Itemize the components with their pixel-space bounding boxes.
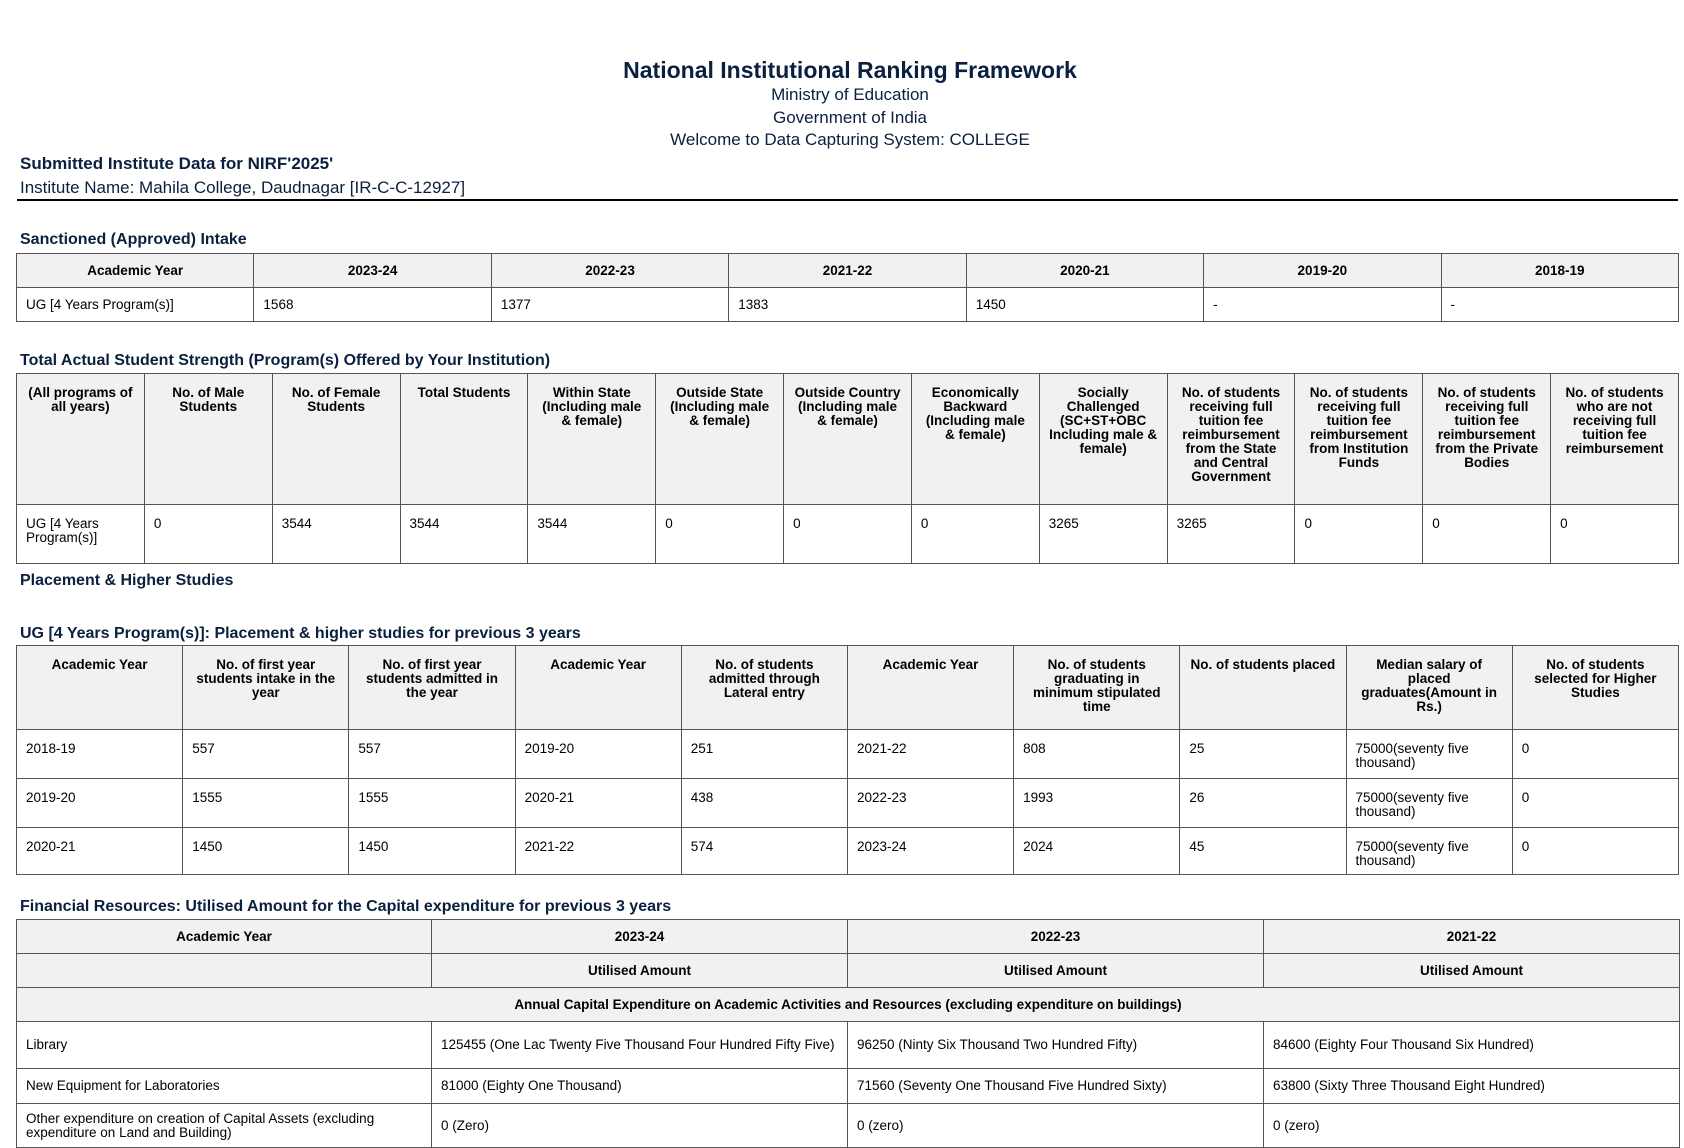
table-row xyxy=(17,1022,1680,1069)
financial-cell: 96250 (Ninty Six Thousand Two Hundred Fifty) xyxy=(848,1022,1264,1069)
placement-cell: 75000(seventy five thousand) xyxy=(1346,730,1512,779)
system-line: Welcome to Data Capturing System: COLLEGE xyxy=(670,130,1030,149)
financial-cell: 81000 (Eighty One Thousand) xyxy=(432,1069,848,1104)
strength-header-cell: No. of students receiving full tuition fee reimbursement from the State and Central Government xyxy=(1167,374,1295,505)
placement-cell: 26 xyxy=(1180,779,1346,828)
placement-cell: 0 xyxy=(1512,828,1678,875)
strength-cell: 0 xyxy=(1423,505,1551,564)
financial-span-cell: Annual Capital Expenditure on Academic Activities and Resources (excluding expenditure on buildings) xyxy=(17,988,1680,1022)
intake-cell: - xyxy=(1204,288,1441,322)
submitted-heading: Submitted Institute Data for NIRF'2025' xyxy=(20,154,334,173)
intake-cell: UG [4 Years Program(s)] xyxy=(17,288,254,322)
strength-cell: 3544 xyxy=(528,505,656,564)
government-line: Government of India xyxy=(772,108,928,127)
financial-title: Financial Resources: Utilised Amount for the Capital expenditure for previous 3 years xyxy=(20,898,672,915)
strength-header-cell: No. of students receiving full tuition fee reimbursement from the Private Bodies xyxy=(1423,374,1551,505)
placement-header-cell: Academic Year xyxy=(17,646,183,730)
placement-header-cell: No. of first year students admitted in the year xyxy=(349,646,515,730)
intake-title: Sanctioned (Approved) Intake xyxy=(20,231,247,248)
placement-cell: 45 xyxy=(1180,828,1346,875)
intake-header-cell: 2018-19 xyxy=(1441,254,1678,288)
strength-header-cell: Outside Country (Including male & female) xyxy=(784,374,912,505)
placement-cell: 1450 xyxy=(183,828,349,875)
strength-header-cell: Total Students xyxy=(400,374,528,505)
strength-cell: 3265 xyxy=(1167,505,1295,564)
placement-cell: 25 xyxy=(1180,730,1346,779)
financial-cell: New Equipment for Laboratories xyxy=(17,1069,432,1104)
financial-subheader-cell: Utilised Amount xyxy=(432,954,848,988)
financial-header-cell: 2021-22 xyxy=(1264,920,1680,954)
intake-cell: - xyxy=(1441,288,1678,322)
financial-subheader-row xyxy=(17,954,1680,988)
placement-section-title: Placement & Higher Studies xyxy=(20,572,234,589)
strength-header-cell: Outside State (Including male & female) xyxy=(656,374,784,505)
strength-header-cell: No. of Male Students xyxy=(144,374,272,505)
financial-cell: 0 (zero) xyxy=(1264,1104,1680,1148)
placement-header-cell: No. of students selected for Higher Studies xyxy=(1512,646,1678,730)
strength-cell: 3265 xyxy=(1039,505,1167,564)
strength-header-cell: (All programs of all years) xyxy=(17,374,145,505)
placement-cell: 75000(seventy five thousand) xyxy=(1346,779,1512,828)
placement-cell: 557 xyxy=(183,730,349,779)
placement-cell: 557 xyxy=(349,730,515,779)
placement-cell: 2022-23 xyxy=(847,779,1013,828)
placement-cell: 438 xyxy=(681,779,847,828)
placement-cell: 1450 xyxy=(349,828,515,875)
financial-cell: Library xyxy=(17,1022,432,1069)
financial-cell: 63800 (Sixty Three Thousand Eight Hundred) xyxy=(1264,1069,1680,1104)
table-row xyxy=(17,288,1679,322)
financial-subheader-cell: Utilised Amount xyxy=(848,954,1264,988)
strength-header-cell: No. of students receiving full tuition fee reimbursement from Institution Funds xyxy=(1295,374,1423,505)
financial-subheader-blank xyxy=(17,954,432,988)
strength-cell: 0 xyxy=(911,505,1039,564)
strength-cell: 0 xyxy=(1295,505,1423,564)
placement-cell: 2019-20 xyxy=(515,730,681,779)
intake-header-cell: 2021-22 xyxy=(729,254,966,288)
institute-name: Institute Name: Mahila College, Daudnagar [IR-C-C-12927] xyxy=(20,178,466,197)
placement-cell: 1993 xyxy=(1014,779,1180,828)
strength-cell: 3544 xyxy=(272,505,400,564)
financial-header-cell: 2022-23 xyxy=(848,920,1264,954)
placement-table xyxy=(16,645,1679,875)
placement-cell: 2020-21 xyxy=(17,828,183,875)
table-row xyxy=(17,828,1679,875)
financial-cell: 0 (zero) xyxy=(848,1104,1264,1148)
report-title: National Institutional Ranking Framework xyxy=(623,57,1077,83)
placement-header-cell: No. of students placed xyxy=(1180,646,1346,730)
table-row xyxy=(17,779,1679,828)
placement-cell: 2019-20 xyxy=(17,779,183,828)
placement-cell: 2021-22 xyxy=(515,828,681,875)
intake-header-cell: 2022-23 xyxy=(491,254,728,288)
intake-cell: 1383 xyxy=(729,288,966,322)
placement-cell: 2018-19 xyxy=(17,730,183,779)
placement-header-cell: Median salary of placed graduates(Amount in Rs.) xyxy=(1346,646,1512,730)
placement-cell: 2023-24 xyxy=(847,828,1013,875)
placement-cell: 2021-22 xyxy=(847,730,1013,779)
placement-header-cell: No. of students admitted through Lateral entry xyxy=(681,646,847,730)
financial-cell: 125455 (One Lac Twenty Five Thousand Four Hundred Fifty Five) xyxy=(432,1022,848,1069)
placement-header-cell: No. of first year students intake in the year xyxy=(183,646,349,730)
intake-header-cell: 2020-21 xyxy=(966,254,1203,288)
strength-header-cell: Socially Challenged (SC+ST+OBC Including male & female) xyxy=(1039,374,1167,505)
strength-header-cell: Within State (Including male & female) xyxy=(528,374,656,505)
strength-cell: 0 xyxy=(144,505,272,564)
financial-table xyxy=(16,919,1680,1148)
strength-cell: 3544 xyxy=(400,505,528,564)
placement-cell: 1555 xyxy=(349,779,515,828)
financial-cell: Other expenditure on creation of Capital Assets (excluding expenditure on Land and Building) xyxy=(17,1104,432,1148)
placement-cell: 75000(seventy five thousand) xyxy=(1346,828,1512,875)
intake-cell: 1568 xyxy=(254,288,491,322)
financial-header-cell: 2023-24 xyxy=(432,920,848,954)
header-divider xyxy=(17,199,1678,201)
strength-cell: 0 xyxy=(784,505,912,564)
financial-cell: 84600 (Eighty Four Thousand Six Hundred) xyxy=(1264,1022,1680,1069)
placement-cell: 2024 xyxy=(1014,828,1180,875)
financial-cell: 71560 (Seventy One Thousand Five Hundred Sixty) xyxy=(848,1069,1264,1104)
financial-span-row xyxy=(17,988,1680,1022)
placement-cell: 0 xyxy=(1512,779,1678,828)
placement-header-cell: Academic Year xyxy=(515,646,681,730)
intake-cell: 1450 xyxy=(966,288,1203,322)
table-row xyxy=(17,730,1679,779)
placement-cell: 0 xyxy=(1512,730,1678,779)
table-row xyxy=(17,1104,1680,1148)
strength-cell: 0 xyxy=(656,505,784,564)
placement-cell: 808 xyxy=(1014,730,1180,779)
strength-header-cell: Economically Backward (Including male & female) xyxy=(911,374,1039,505)
placement-header-cell: Academic Year xyxy=(847,646,1013,730)
intake-table xyxy=(16,253,1679,322)
intake-cell: 1377 xyxy=(491,288,728,322)
placement-cell: 251 xyxy=(681,730,847,779)
intake-header-row xyxy=(17,254,1679,288)
financial-header-cell: Academic Year xyxy=(17,920,432,954)
financial-cell: 0 (Zero) xyxy=(432,1104,848,1148)
strength-header-cell: No. of students who are not receiving full tuition fee reimbursement xyxy=(1551,374,1679,505)
placement-cell: 574 xyxy=(681,828,847,875)
intake-header-cell: 2023-24 xyxy=(254,254,491,288)
strength-cell: 0 xyxy=(1551,505,1679,564)
strength-cell: UG [4 Years Program(s)] xyxy=(17,505,145,564)
intake-header-cell: Academic Year xyxy=(17,254,254,288)
table-row xyxy=(17,505,1679,564)
placement-cell: 2020-21 xyxy=(515,779,681,828)
strength-header-row xyxy=(17,374,1679,505)
placement-header-cell: No. of students graduating in minimum stipulated time xyxy=(1014,646,1180,730)
placement-title: UG [4 Years Program(s)]: Placement & higher studies for previous 3 years xyxy=(20,625,581,642)
strength-table xyxy=(16,373,1679,564)
ministry-line: Ministry of Education xyxy=(771,85,929,104)
financial-header-row xyxy=(17,920,1680,954)
strength-title: Total Actual Student Strength (Program(s) Offered by Your Institution) xyxy=(20,352,551,369)
strength-header-cell: No. of Female Students xyxy=(272,374,400,505)
table-row xyxy=(17,1069,1680,1104)
placement-header-row xyxy=(17,646,1679,730)
financial-subheader-cell: Utilised Amount xyxy=(1264,954,1680,988)
intake-header-cell: 2019-20 xyxy=(1204,254,1441,288)
placement-cell: 1555 xyxy=(183,779,349,828)
